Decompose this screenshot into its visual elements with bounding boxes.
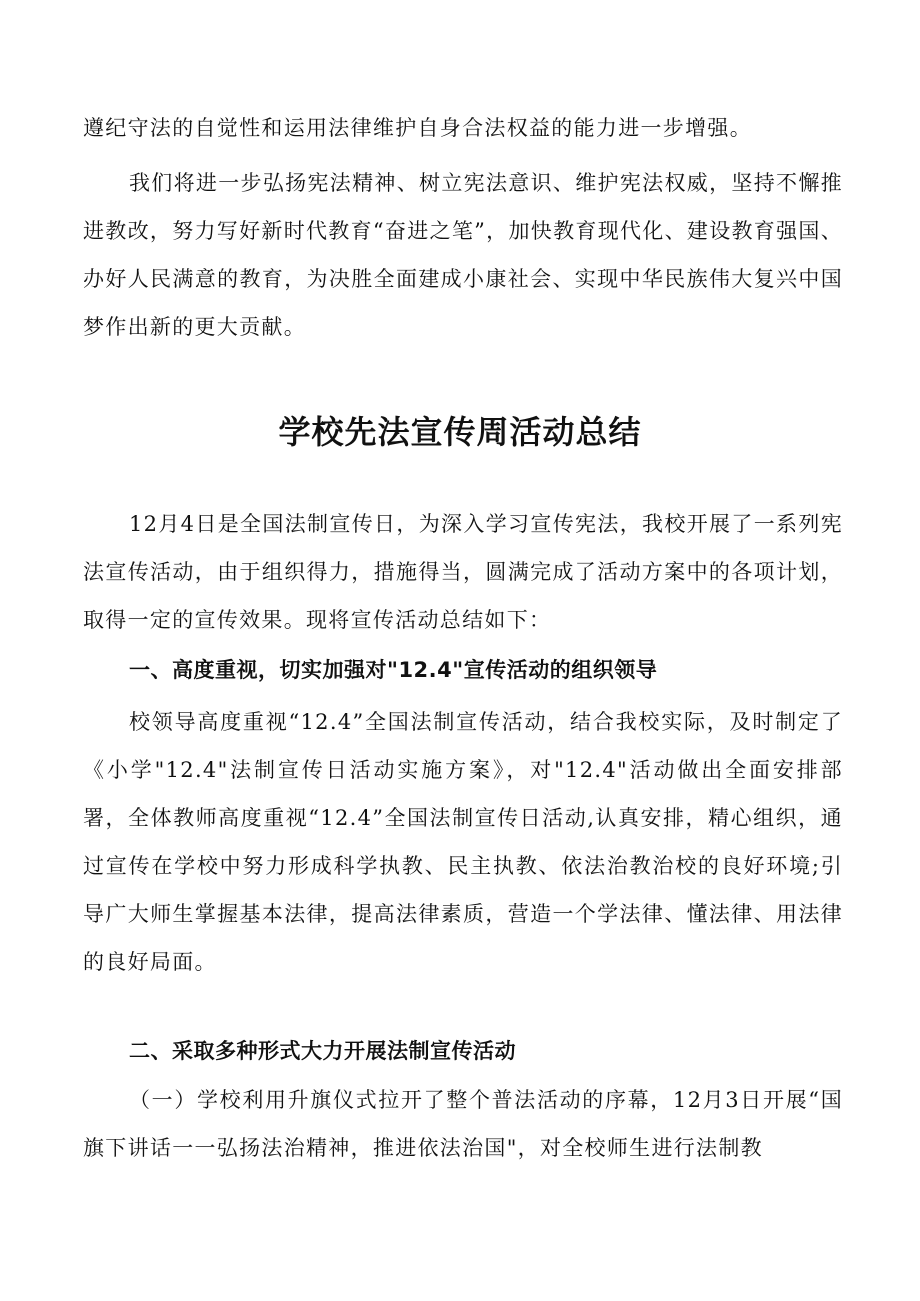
section-heading-1: 一、高度重视，切实加强对"12.4"宣传活动的组织领导 [129,658,658,682]
document-title: 学校先法宣传周活动总结 [278,413,642,451]
paragraph-section-2: （一）学校利用升旗仪式拉开了整个普法活动的序幕，12月3日开展“国旗下讲话一一弘扬法治精神，推进依法治国"，对全校师生进行法制教 [83,1088,843,1160]
section-heading-2: 二、采取多种形式大力开展法制宣传活动 [129,1039,516,1063]
paragraph-closing: 我们将进一步弘扬宪法精神、树立宪法意识、维护宪法权威，坚持不懈推进教改，努力写好新时代教育“奋进之笔”，加快教育现代化、建设教育强国、办好人民满意的教育，为决胜全面建成小康社会、实现中华民族伟大复兴中国梦作出新的更大贡献。 [83,171,843,339]
paragraph-section-1: 校领导高度重视“12.4”全国法制宣传活动，结合我校实际，及时制定了《小学"12.4"法制宣传日活动实施方案》，对"12.4"活动做出全面安排部署，全体教师高度重视“12.4”全国法制宣传日活动,认真安排，精心组织，通过宣传在学校中努力形成科学执教、民主执教、依法治教治校的良好环境;引导广大师生掌握基本法律，提高法律素质，营造一个学法律、懂法律、用法律的良好局面。 [83,710,843,974]
paragraph-intro: 12月4日是全国法制宣传日，为深入学习宣传宪法，我校开展了一系列宪法宣传活动，由于组织得力，措施得当，圆满完成了活动方案中的各项计划，取得一定的宣传效果。现将宣传活动总结如下： [83,512,843,632]
paragraph-continuation: 遵纪守法的自觉性和运用法律维护自身合法权益的能力进一步增强。 [83,116,752,140]
